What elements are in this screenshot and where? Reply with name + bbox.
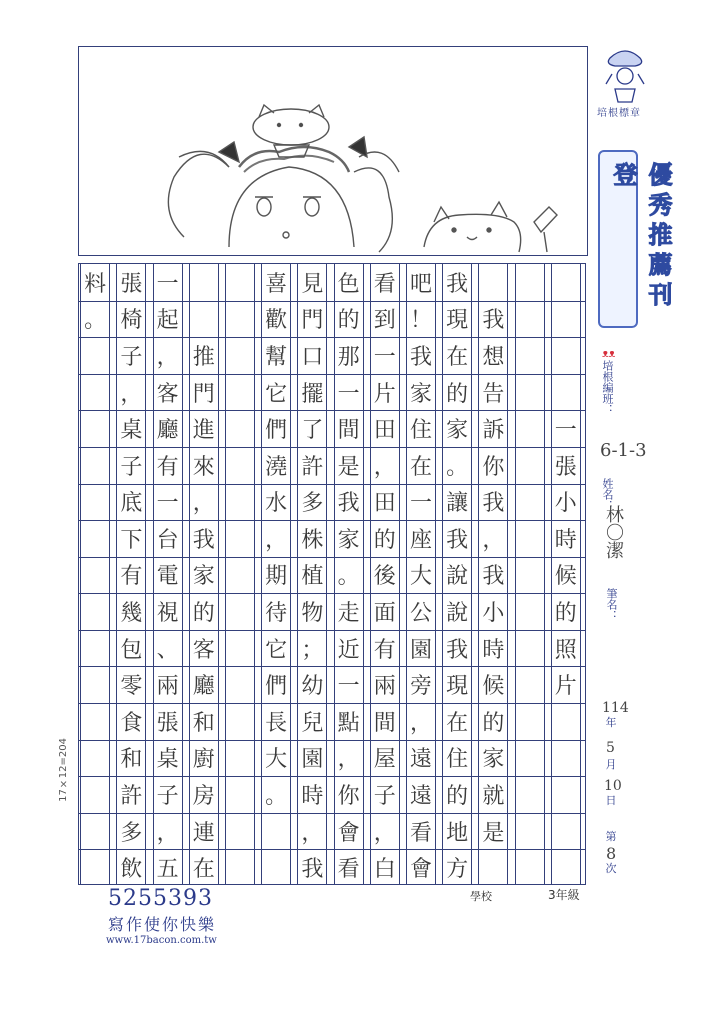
grid-char: 片 [373,381,396,407]
name-label: 姓名： [601,478,614,511]
grid-char: 和 [120,747,143,773]
grid-char: 時 [554,527,577,553]
grid-char: 家 [192,564,215,590]
grid-char: 我 [409,344,432,370]
grid-char: 有 [156,454,179,480]
grid-char: 食 [120,710,143,736]
grid-row-line [79,630,585,631]
grid-char: 家 [446,418,469,444]
grid-char: 大 [265,747,288,773]
date-month: 5 [606,740,615,756]
grid-char: 後 [373,564,396,590]
grid-char: 料 [84,271,107,297]
date-year-unit: 年 [605,716,617,729]
grid-char: 兩 [156,674,179,700]
grid-char: 幾 [120,601,143,627]
grid-column-gap-line [109,264,110,884]
grid-char: 在 [409,454,432,480]
recommended-stamp [598,150,672,328]
grid-char: 張 [120,271,143,297]
grid-char: 照 [554,637,577,663]
grid-row-line [79,593,585,594]
grid-char: ， [373,820,396,846]
grid-char: 的 [192,601,215,627]
grid-char: 走 [337,601,360,627]
logo-label: 培根標章 [597,108,641,119]
grid-char: 家 [482,747,505,773]
grid-char: 一 [337,674,360,700]
grid-char: 看 [337,857,360,883]
grid-char: 水 [265,491,288,517]
grid-char: 點 [337,710,360,736]
bacon-mark-icon: ᴥᴥ [602,347,616,360]
session-value: 8 [606,844,617,863]
grid-char: 椅 [120,308,143,334]
grid-char: 澆 [265,454,288,480]
grid-char: 旁 [409,674,432,700]
grid-char: 家 [409,381,432,407]
grid-char: 田 [373,418,396,444]
grid-char: 一 [337,381,360,407]
grid-char: 客 [156,381,179,407]
grid-char: 小 [482,601,505,627]
grid-char: 在 [192,857,215,883]
grid-column [225,264,261,884]
grid-char: ， [373,454,396,480]
grid-char: 我 [446,527,469,553]
grid-row-line [79,776,585,777]
grid-char: 物 [301,601,324,627]
grid-row-line [79,447,585,448]
grid-char: ！ [409,308,432,334]
grid-char: 會 [337,820,360,846]
grid-char: 的 [373,527,396,553]
grid-char: 包 [120,637,143,663]
grid-char: ， [156,820,179,846]
grid-char: 時 [301,784,324,810]
grid-char: 住 [409,418,432,444]
grade-unit: 年級 [555,888,580,902]
child-drawing [79,47,587,255]
grid-column [80,264,116,884]
grid-char: 兩 [373,674,396,700]
grid-row-line [79,520,585,521]
grid-char: 口 [301,344,324,370]
grid-char: 門 [192,381,215,407]
grid-char: 就 [482,784,505,810]
grid-char: 在 [446,344,469,370]
grid-char: 幼 [301,674,324,700]
grid-char: 園 [301,747,324,773]
grid-char: ， [409,710,432,736]
grid-char: 一 [554,418,577,444]
grid-char: 廚 [192,747,215,773]
grid-char: 有 [120,564,143,590]
grid-char: 們 [265,418,288,444]
grid-char: 看 [409,820,432,846]
grid-char: 飲 [120,857,143,883]
grid-char: 方 [446,857,469,883]
grid-char: 。 [84,308,107,334]
class-value: 6-1-3 [600,440,647,461]
grid-char: 間 [337,418,360,444]
grid-char: 園 [409,637,432,663]
grid-char: 現 [446,308,469,334]
grid-char: 一 [409,491,432,517]
grid-char: 子 [373,784,396,810]
grid-char: 了 [301,418,324,444]
grid-char: 吧 [409,271,432,297]
grid-char: 和 [192,710,215,736]
grid-char: 看 [373,271,396,297]
date-day: 10 [604,778,622,794]
grid-char: 視 [156,601,179,627]
grid-char: 待 [265,601,288,627]
grid-char: 一 [156,491,179,517]
grid-char: 家 [337,527,360,553]
grid-char: 桌 [156,747,179,773]
grid-char: 屋 [373,747,396,773]
session-prefix: 第 [605,830,617,843]
grid-char: 候 [482,674,505,700]
grid-char: 許 [120,784,143,810]
grid-char: 植 [301,564,324,590]
grid-column-gap-line [254,264,255,884]
grid-char: ； [301,637,324,663]
class-label: 培根編班： [601,360,614,415]
grid-char: 兒 [301,710,324,736]
grid-char: 五 [156,857,179,883]
grid-char: 。 [265,784,288,810]
date-day-unit: 日 [605,794,617,807]
grid-char: 在 [446,710,469,736]
grid-char: 。 [337,564,360,590]
grid-char: 長 [265,710,288,736]
grid-char: 客 [192,637,215,663]
brand-slogan: 寫作使你快樂 [108,915,217,934]
grid-char: 大 [409,564,432,590]
grid-char: 公 [409,601,432,627]
grid-char: 遠 [409,784,432,810]
grid-row-line [79,703,585,704]
grid-char: 歡 [265,308,288,334]
grid-char: 一 [373,344,396,370]
grid-char: 遠 [409,747,432,773]
grid-char: 起 [156,308,179,334]
grid-char: 訴 [482,418,505,444]
grid-char: 廳 [192,674,215,700]
stamp-text: 優秀推薦刊登 [609,162,672,312]
grid-char: 張 [156,710,179,736]
grid-char: 是 [337,454,360,480]
grid-char: 底 [120,491,143,517]
grid-char: 想 [482,344,505,370]
grid-char: 多 [301,491,324,517]
brand-url: www.17bacon.com.tw [106,935,217,946]
grid-char: 田 [373,491,396,517]
grid-char: 告 [482,381,505,407]
grid-char: 的 [482,710,505,736]
grid-char: 近 [337,637,360,663]
grid-char: ， [265,527,288,553]
grid-char: 的 [446,784,469,810]
grid-char: 小 [554,491,577,517]
grid-row-line [79,557,585,558]
grid-row-line [79,374,585,375]
grid-char: 許 [301,454,324,480]
grid-char: 電 [156,564,179,590]
grid-char: 子 [120,344,143,370]
logo-icon [600,44,650,104]
grid-char: 桌 [120,418,143,444]
grid-char: 們 [265,674,288,700]
grid-char: 讓 [446,491,469,517]
grid-char: ， [301,820,324,846]
brand-phone: 5255393 [108,886,213,911]
grid-row-line [79,666,585,667]
grid-char: ， [156,344,179,370]
pen-name-label: 筆名： [605,588,618,621]
date-year: 114 [602,700,629,716]
grid-column [515,264,551,884]
grid-char: 是 [482,820,505,846]
grid-char: 。 [446,454,469,480]
grid-char: 見 [301,271,324,297]
grid-char: 會 [409,857,432,883]
grid-char: 候 [554,564,577,590]
grid-char: 張 [554,454,577,480]
grid-column-gap-line [544,264,545,884]
grid-char: 我 [446,637,469,663]
grid-char: 我 [482,564,505,590]
session-unit: 次 [605,862,617,875]
grid-size-label: 17×12=204 [58,738,69,802]
grid-row-line [79,849,585,850]
grid-row-line [79,301,585,302]
grid-char: 廳 [156,418,179,444]
grid-char: 幫 [265,344,288,370]
grid-char: 白 [373,857,396,883]
grade-label [548,886,580,903]
grid-char: 你 [482,454,505,480]
grid-char: 它 [265,381,288,407]
grid-char: 我 [337,491,360,517]
grid-char: 我 [482,491,505,517]
grid-char: 下 [120,527,143,553]
grid-row-line [79,484,585,485]
grid-char: 多 [120,820,143,846]
grid-char: 進 [192,418,215,444]
grid-char: 、 [156,637,179,663]
grid-row-line [79,813,585,814]
grid-row-line [79,740,585,741]
grid-char: 它 [265,637,288,663]
grid-char: 面 [373,601,396,627]
grid-char: 時 [482,637,505,663]
grid-row-line [79,410,585,411]
grid-char: 我 [301,857,324,883]
grid-char: ， [120,381,143,407]
grid-char: 片 [554,674,577,700]
grid-char: 推 [192,344,215,370]
name-value: 林〇潔 [603,505,624,559]
grid-char: 期 [265,564,288,590]
grid-char: 那 [337,344,360,370]
grid-char: 間 [373,710,396,736]
drawing-box [78,46,588,256]
date-month-unit: 月 [605,758,617,771]
grid-char: 的 [337,308,360,334]
grid-row-line [79,337,585,338]
grid-char: 連 [192,820,215,846]
school-label: 學校 [470,890,492,903]
grid-char: 現 [446,674,469,700]
grid-char: 株 [301,527,324,553]
grid-char: 的 [446,381,469,407]
grid-char: 座 [409,527,432,553]
grid-char: 的 [554,601,577,627]
grid-char: 我 [482,308,505,334]
grid-char: 我 [192,527,215,553]
grid-char: 擺 [301,381,324,407]
grid-char: 房 [192,784,215,810]
grid-char: 我 [446,271,469,297]
grid-char: 喜 [265,271,288,297]
grid-char: 說 [446,601,469,627]
grid-char: 住 [446,747,469,773]
grid-char: 有 [373,637,396,663]
grid-char: 門 [301,308,324,334]
grid-char: ， [337,747,360,773]
grid-char: 到 [373,308,396,334]
grid-char: 一 [156,271,179,297]
grid-char: 零 [120,674,143,700]
grid-char: 子 [156,784,179,810]
grid-char: 色 [337,271,360,297]
grid-char: 說 [446,564,469,590]
writing-grid [78,263,586,885]
grid-char: 台 [156,527,179,553]
grid-char: 來 [192,454,215,480]
grid-char: ， [192,491,215,517]
grid-char: 你 [337,784,360,810]
grid-char: ， [482,527,505,553]
grid-char: 地 [446,820,469,846]
grid-char: 子 [120,454,143,480]
grade-value: 3 [548,888,556,902]
